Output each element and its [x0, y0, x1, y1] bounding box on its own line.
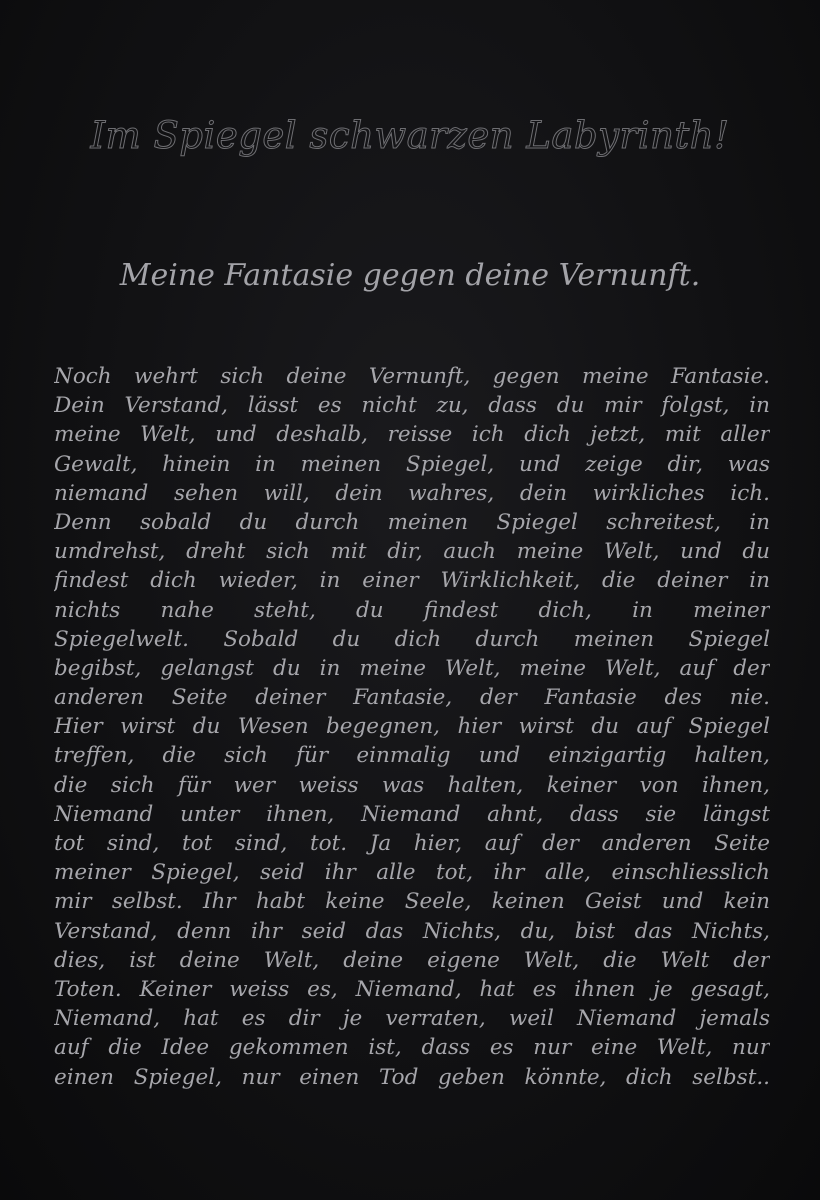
- poem-line: nichts nahe steht, du findest dich, in meiner: [54, 597, 770, 623]
- poem-line: einen Spiegel, nur einen Tod geben könnte, dich selbst..: [54, 1064, 770, 1090]
- poem-line: mir selbst. Ihr habt keine Seele, keinen Geist und kein: [54, 889, 770, 915]
- poem-line: meiner Spiegel, seid ihr alle tot, ihr alle, einschliesslich: [54, 860, 770, 886]
- poem-line: Dein Verstand, lässt es nicht zu, dass du mir folgst, in: [54, 393, 770, 419]
- poem-line: anderen Seite deiner Fantasie, der Fantasie des nie.: [54, 685, 770, 711]
- poem-line: Verstand, denn ihr seid das Nichts, du, bist das Nichts,: [54, 918, 770, 944]
- poem-line: Gewalt, hinein in meinen Spiegel, und zeige dir, was: [54, 451, 770, 477]
- poem-line: auf die Idee gekommen ist, dass es nur eine Welt, nur: [54, 1035, 770, 1061]
- poem-line: Noch wehrt sich deine Vernunft, gegen meine Fantasie.: [54, 364, 770, 389]
- poem-line: Niemand, hat es dir je verraten, weil Niemand jemals: [54, 1006, 770, 1032]
- poem-line: treffen, die sich für einmalig und einzigartig halten,: [54, 743, 770, 769]
- poem-line: dies, ist deine Welt, deine eigene Welt, die Welt der: [54, 947, 770, 973]
- poem-line: Spiegelwelt. Sobald du dich durch meinen Spiegel: [54, 626, 770, 652]
- poem-line: Denn sobald du durch meinen Spiegel schreitest, in: [54, 509, 770, 535]
- poem-line: niemand sehen will, dein wahres, dein wirkliches ich.: [54, 480, 770, 506]
- poem-line: die sich für wer weiss was halten, keiner von ihnen,: [54, 772, 770, 798]
- poem-body: [54, 362, 770, 1092]
- poem-subtitle: Meine Fantasie gegen deine Vernunft.: [119, 258, 701, 293]
- poem-line: Niemand unter ihnen, Niemand ahnt, dass sie längst: [54, 801, 770, 827]
- poem-line: begibst, gelangst du in meine Welt, meine Welt, auf der: [54, 655, 770, 681]
- poem-line: meine Welt, und deshalb, reisse ich dich jetzt, mit aller: [54, 422, 770, 448]
- poem-line: Toten. Keiner weiss es, Niemand, hat es ihnen je gesagt,: [54, 976, 770, 1002]
- poem-title: Im Spiegel schwarzen Labyrinth!: [90, 114, 730, 157]
- poem-line: findest dich wieder, in einer Wirklichkeit, die deiner in: [54, 568, 770, 594]
- poem-line: Hier wirst du Wesen begegnen, hier wirst du auf Spiegel: [54, 714, 770, 740]
- poem-line: umdrehst, dreht sich mit dir, auch meine Welt, und du: [54, 539, 770, 565]
- poem-line: tot sind, tot sind, tot. Ja hier, auf der anderen Seite: [54, 831, 770, 856]
